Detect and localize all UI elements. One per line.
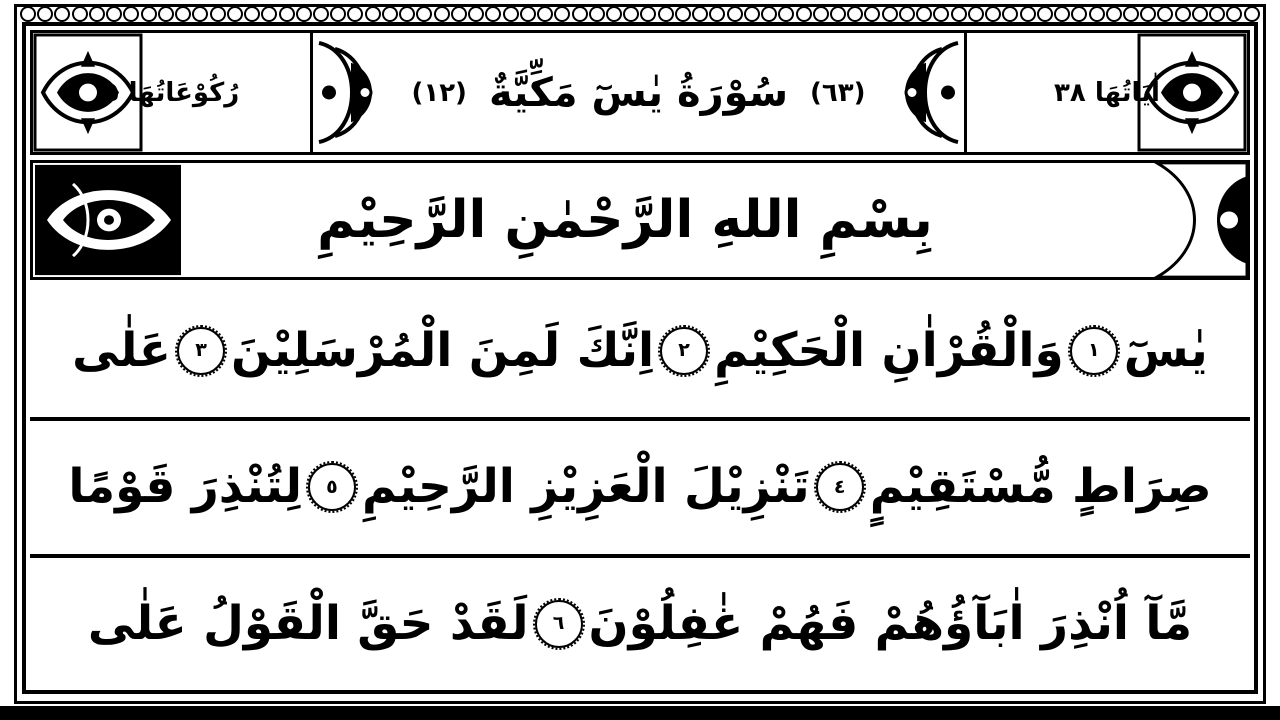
verse-lines <box>30 285 1250 690</box>
bead-dot <box>1054 6 1070 22</box>
bead-dot <box>951 6 967 22</box>
verse-segment: مَّآ اُنْذِرَ اٰبَآؤُهُمْ فَهُمْ غٰفِلُوْنَ <box>588 595 1193 651</box>
verse-line <box>30 417 1250 553</box>
bead-dot <box>589 6 605 22</box>
bead-dot <box>382 6 398 22</box>
bead-dot <box>813 6 829 22</box>
bead-dot <box>365 6 381 22</box>
bead-dot <box>330 6 346 22</box>
verse-segment: عَلٰى <box>72 323 171 379</box>
bead-dot <box>485 6 501 22</box>
verse-line-3-text <box>88 597 1192 651</box>
verse-line <box>30 554 1250 690</box>
bead-dot <box>244 6 260 22</box>
bead-dot <box>296 6 312 22</box>
bead-dot <box>796 6 812 22</box>
bead-dot <box>899 6 915 22</box>
ayah-number-marker: ٢ <box>660 327 708 375</box>
bead-dot <box>554 6 570 22</box>
bead-dot <box>313 6 329 22</box>
bead-dot <box>227 6 243 22</box>
ayah-number-marker: ٤ <box>816 463 864 511</box>
bead-dot <box>847 6 863 22</box>
ayah-count-cell <box>967 33 1247 152</box>
bead-dot <box>1002 6 1018 22</box>
bead-dot <box>1192 6 1208 22</box>
bottom-edge-bar <box>0 706 1280 720</box>
bead-dot <box>89 6 105 22</box>
bead-dot <box>761 6 777 22</box>
bead-dot <box>1037 6 1053 22</box>
bead-dot <box>279 6 295 22</box>
bead-dot <box>141 6 157 22</box>
bead-dot <box>123 6 139 22</box>
surah-title: سُوْرَةُ يٰسٓ مَكِّيَّةٌ <box>488 69 789 116</box>
bead-dot <box>606 6 622 22</box>
bead-dot <box>968 6 984 22</box>
bismillah-ornament-right-icon <box>1097 163 1247 277</box>
verse-segment: اِنَّكَ لَمِنَ الْمُرْسَلِيْنَ <box>231 323 655 379</box>
bead-dot <box>1106 6 1122 22</box>
arabesque-ornament-left-icon <box>313 33 423 152</box>
ayah-number-marker: ٣ <box>177 327 225 375</box>
bead-dot <box>916 6 932 22</box>
verse-line <box>30 285 1250 417</box>
ayah-number-marker: ١ <box>1070 327 1118 375</box>
bead-dot <box>1157 6 1173 22</box>
verse-segment: لِتُنْذِرَ قَوْمًا <box>68 459 302 515</box>
bead-dot <box>158 6 174 22</box>
bead-dot <box>658 6 674 22</box>
bead-border-top <box>20 6 1260 22</box>
bead-dot <box>864 6 880 22</box>
bead-dot <box>692 6 708 22</box>
ayah-count-label: اٰیَاتُهَا ٨٣ <box>1054 77 1160 108</box>
bead-dot <box>1020 6 1036 22</box>
surah-title-cell <box>313 33 967 152</box>
surah-number-label: (٣٦) <box>810 77 866 108</box>
bead-dot <box>1071 6 1087 22</box>
bead-dot <box>399 6 415 22</box>
bead-dot <box>1175 6 1191 22</box>
bead-dot <box>468 6 484 22</box>
bead-dot <box>882 6 898 22</box>
verse-segment: تَنْزِيْلَ الْعَزِيْزِ الرَّحِيْمِ <box>361 459 810 515</box>
bead-dot <box>1123 6 1139 22</box>
bead-dot <box>1244 6 1260 22</box>
bead-dot <box>1140 6 1156 22</box>
bead-dot <box>106 6 122 22</box>
bead-dot <box>933 6 949 22</box>
verse-segment: يٰسٓ <box>1123 323 1208 379</box>
ayah-number-marker: ٥ <box>308 463 356 511</box>
ruku-count-label: رُكُوْعَاتُهَا ٥ <box>103 77 240 108</box>
arabesque-ornament-right-icon <box>854 33 964 152</box>
bead-dot <box>744 6 760 22</box>
bismillah-band <box>30 160 1250 280</box>
bead-dot <box>192 6 208 22</box>
bead-dot <box>451 6 467 22</box>
bead-dot <box>1226 6 1242 22</box>
bead-dot <box>416 6 432 22</box>
bead-dot <box>1089 6 1105 22</box>
bead-dot <box>985 6 1001 22</box>
ayah-number-marker: ٦ <box>535 600 583 648</box>
bead-dot <box>54 6 70 22</box>
verse-segment: وَالْقُرْاٰنِ الْحَكِيْمِ <box>714 323 1064 379</box>
verse-segment: صِرَاطٍ مُّسْتَقِيْمٍ <box>869 459 1212 515</box>
bead-dot <box>778 6 794 22</box>
bead-dot <box>72 6 88 22</box>
surah-header-band <box>30 30 1250 155</box>
bead-dot <box>210 6 226 22</box>
bead-dot <box>537 6 553 22</box>
bead-dot <box>830 6 846 22</box>
bismillah-text: بِسْمِ اللهِ الرَّحْمٰنِ الرَّحِيْمِ <box>317 190 933 250</box>
bead-dot <box>503 6 519 22</box>
bead-dot <box>727 6 743 22</box>
bead-dot <box>434 6 450 22</box>
bead-dot <box>175 6 191 22</box>
bead-dot <box>20 6 36 22</box>
bead-dot <box>572 6 588 22</box>
bead-dot <box>675 6 691 22</box>
bead-dot <box>347 6 363 22</box>
bead-dot <box>709 6 725 22</box>
bead-dot <box>623 6 639 22</box>
verse-line-1-text <box>72 324 1208 378</box>
bead-dot <box>1209 6 1225 22</box>
bead-dot <box>520 6 536 22</box>
page-number-label: (٢١) <box>411 77 467 108</box>
verse-segment: لَقَدْ حَقَّ الْقَوْلُ عَلٰى <box>87 595 529 651</box>
verse-line-2-text <box>68 460 1211 514</box>
bismillah-ornament-left-icon <box>33 163 183 277</box>
bead-dot <box>640 6 656 22</box>
ruku-count-cell <box>33 33 313 152</box>
bead-dot <box>261 6 277 22</box>
bead-dot <box>37 6 53 22</box>
